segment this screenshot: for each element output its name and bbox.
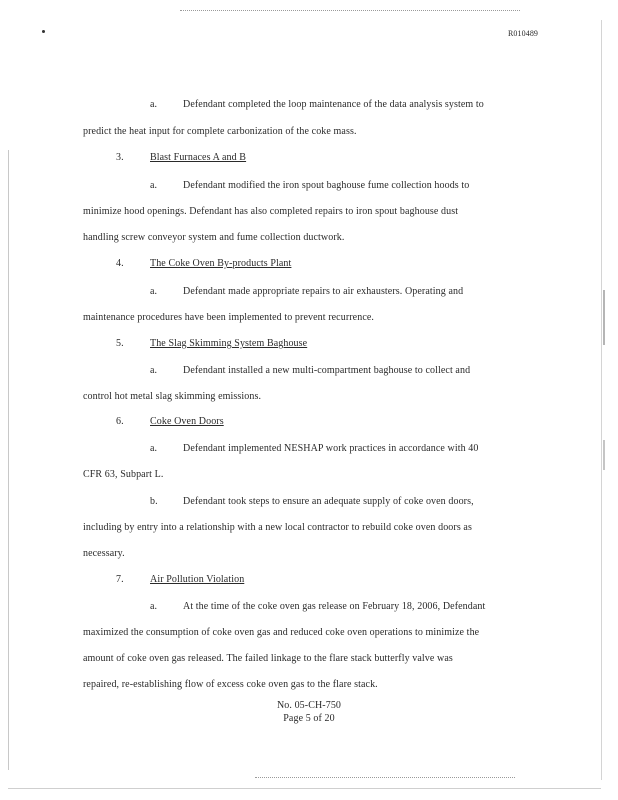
body-line: necessary. (83, 548, 125, 559)
case-number: No. 05-CH-750 (276, 700, 342, 711)
body-line: minimize hood openings. Defendant has also completed repairs to iron spout baghouse dust (83, 206, 459, 217)
body-line: maximized the consumption of coke oven gas and reduced coke oven operations to minimize the (83, 627, 480, 638)
body-line: At the time of the coke oven gas release on February 18, 2006, Defendant (183, 601, 486, 612)
body-line: maintenance procedures have been implemented to prevent recurrence. (83, 312, 375, 323)
section-number: 7. (116, 574, 124, 585)
body-line: including by entry into a relationship with a new local contractor to rebuild coke oven doors as (83, 522, 472, 533)
section-number: 4. (116, 258, 124, 269)
item-label: a. (150, 180, 158, 191)
page-number: Page 5 of 20 (283, 713, 335, 724)
section-heading: Blast Furnaces A and B (150, 152, 247, 163)
scan-top-edge (180, 10, 520, 11)
item-label: a. (150, 99, 158, 110)
item-label: a. (150, 443, 158, 454)
scan-edge-mark (603, 440, 605, 470)
item-label: a. (150, 365, 158, 376)
section-heading: Coke Oven Doors (150, 416, 224, 427)
body-line: amount of coke oven gas released. The failed linkage to the flare stack butterfly valve was (83, 653, 453, 664)
section-heading: The Slag Skimming System Baghouse (150, 338, 308, 349)
body-line: Defendant made appropriate repairs to air exhausters. Operating and (183, 286, 464, 297)
section-number: 5. (116, 338, 124, 349)
body-line: Defendant modified the iron spout baghouse fume collection hoods to (183, 180, 470, 191)
body-line: handling screw conveyor system and fume collection ductwork. (83, 232, 345, 243)
body-line: Defendant installed a new multi-compartment baghouse to collect and (183, 365, 471, 376)
section-heading: Air Pollution Violation (150, 574, 245, 585)
scan-right-edge (601, 20, 602, 780)
scan-bottom-rule (8, 788, 601, 789)
body-line: Defendant implemented NESHAP work practices in accordance with 40 (183, 443, 479, 454)
scan-bottom-edge (255, 777, 515, 778)
scan-speck (42, 30, 45, 33)
body-line: repaired, re-establishing flow of excess coke oven gas to the flare stack. (83, 679, 378, 690)
body-line: control hot metal slag skimming emissions. (83, 391, 262, 402)
section-number: 3. (116, 152, 124, 163)
section-number: 6. (116, 416, 124, 427)
bates-number: R010489 (508, 29, 539, 38)
item-label: a. (150, 601, 158, 612)
body-line: CFR 63, Subpart L. (83, 469, 164, 480)
item-label: a. (150, 286, 158, 297)
scan-left-edge (8, 150, 9, 770)
body-line: Defendant took steps to ensure an adequate supply of coke oven doors, (183, 496, 474, 507)
section-heading: The Coke Oven By-products Plant (150, 258, 292, 269)
item-label: b. (150, 496, 158, 507)
body-line: Defendant completed the loop maintenance of the data analysis system to (183, 99, 484, 110)
body-line: predict the heat input for complete carbonization of the coke mass. (83, 126, 357, 137)
scan-edge-mark (603, 290, 605, 345)
